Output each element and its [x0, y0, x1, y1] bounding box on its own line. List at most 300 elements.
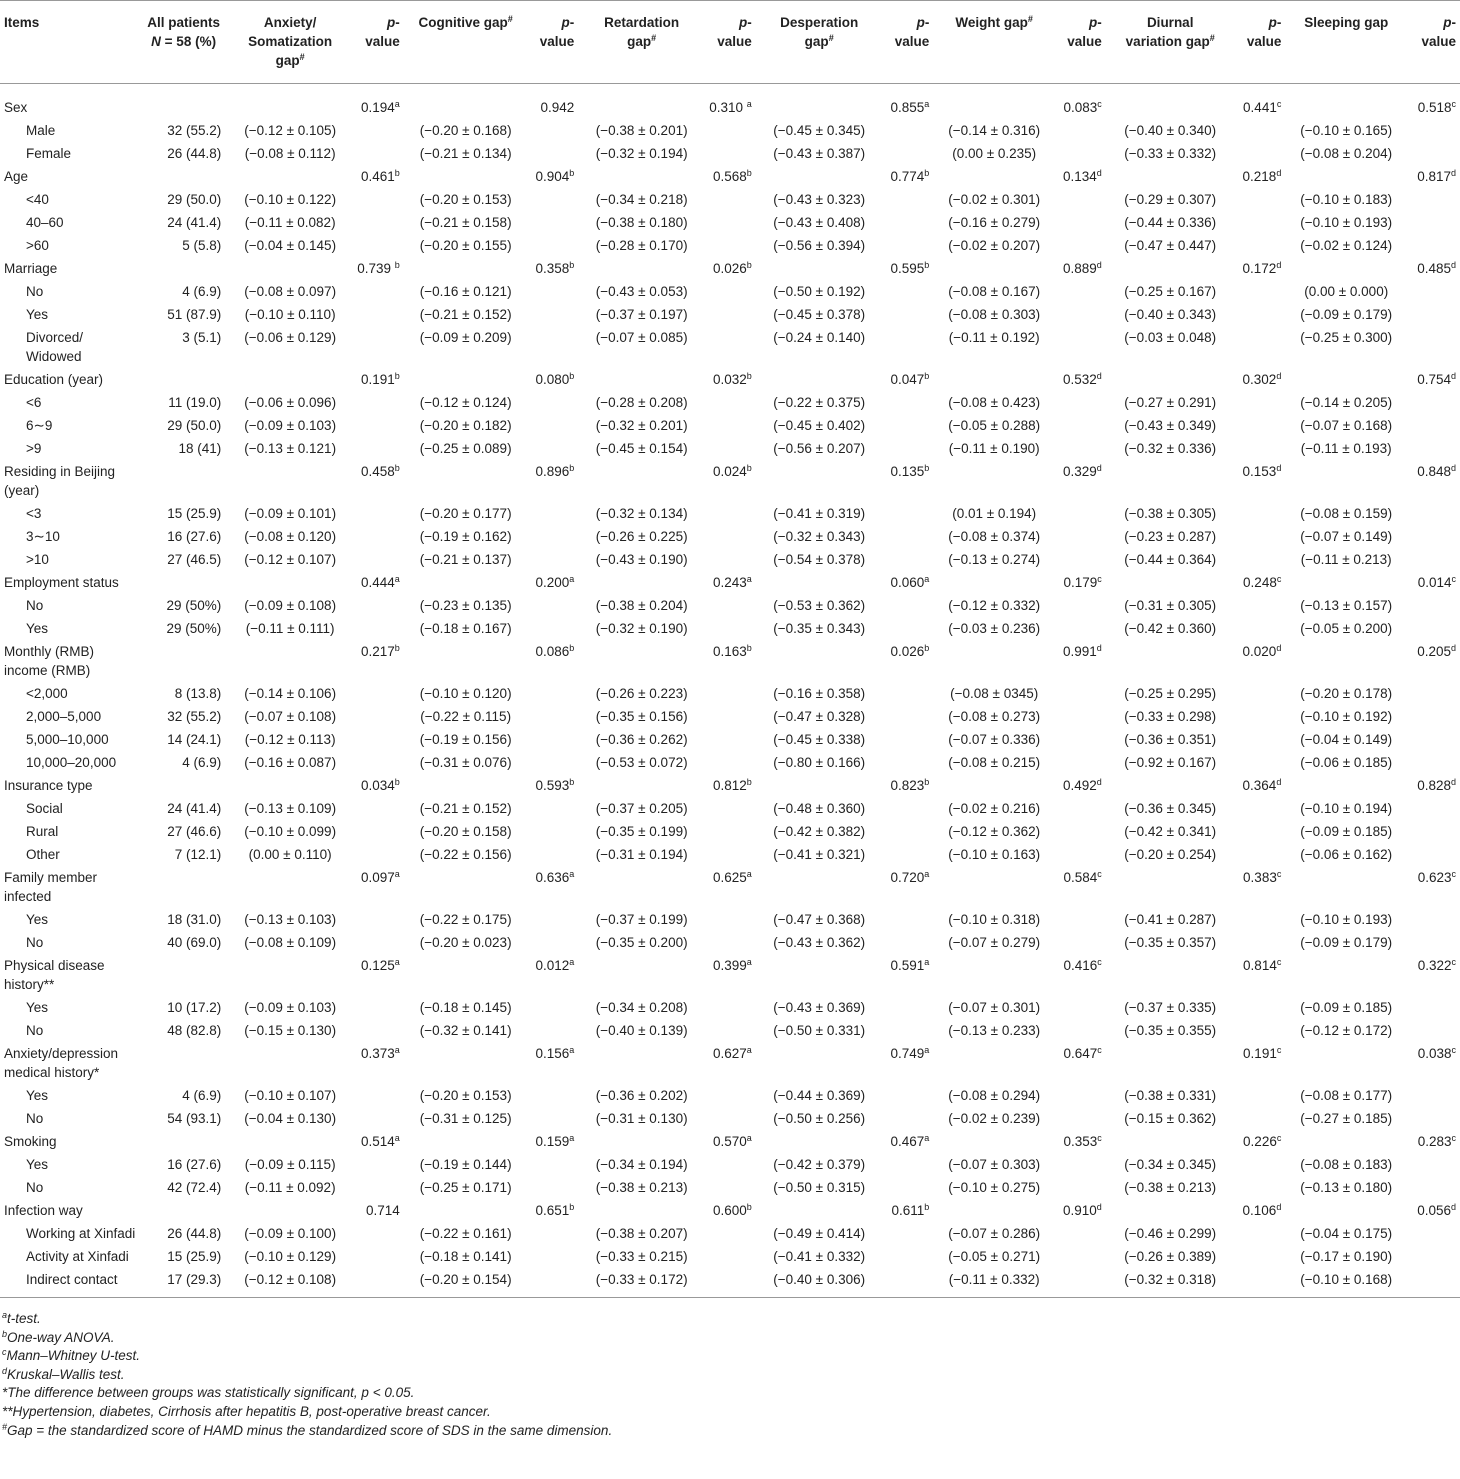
- gap-value-cell: (−0.22 ± 0.175): [419, 912, 512, 927]
- gap-value-cell: (−0.28 ± 0.208): [595, 395, 688, 410]
- gap-value-cell: (−0.09 ± 0.115): [244, 1157, 336, 1172]
- pvalue-test-marker: a: [394, 1045, 400, 1055]
- subgroup-row: [0, 1019, 1460, 1042]
- pvalue-cell: [1055, 548, 1106, 571]
- gap-value-cell: (−0.41 ± 0.287): [1124, 912, 1217, 927]
- pvalue-number: 0.910: [1062, 1203, 1097, 1218]
- pvalue-cell: [705, 908, 756, 931]
- pvalue-cell: [1055, 437, 1106, 460]
- pvalue-test-marker: a: [746, 574, 752, 584]
- pvalue-number: 0.942: [540, 100, 575, 115]
- pvalue-cell: [1055, 460, 1106, 502]
- subgroup-row: [0, 437, 1460, 460]
- pvalue-cell: [528, 368, 579, 391]
- pvalue-cell: [528, 1176, 579, 1199]
- gap-value-cell: (−0.43 ± 0.349): [1124, 418, 1217, 433]
- row-label: Education (year): [4, 372, 104, 387]
- pvalue-cell: [1055, 84, 1106, 120]
- pvalue-cell: [705, 142, 756, 165]
- gap-value-cell: (−0.12 ± 0.113): [244, 732, 336, 747]
- gap-value-cell: (−0.11 ± 0.082): [244, 215, 336, 230]
- pvalue-cell: [528, 326, 579, 368]
- pvalue-cell: [353, 1245, 404, 1268]
- gap-value-cell: (−0.32 ± 0.194): [595, 146, 688, 161]
- col-header-desperation-gap: Desperation gap#: [756, 1, 883, 84]
- col-header-retardation-gap: Retardation gap#: [578, 1, 705, 84]
- pvalue-test-marker: c: [1451, 957, 1456, 967]
- gap-value-cell: (−0.14 ± 0.205): [1300, 395, 1393, 410]
- gap-value-cell: (−0.32 ± 0.336): [1124, 441, 1217, 456]
- pvalue-cell: [1055, 797, 1106, 820]
- pvalue-cell: [1235, 640, 1286, 682]
- all-patients-cell: [140, 1042, 227, 1084]
- pvalue-test-marker: a: [569, 869, 575, 879]
- gap-value-cell: [404, 1042, 528, 1084]
- pvalue-cell: [1235, 1268, 1286, 1298]
- pvalue-cell: [1407, 728, 1460, 751]
- pvalue-number: 0.625: [712, 870, 747, 885]
- gap-value-cell: (−0.56 ± 0.207): [773, 441, 866, 456]
- pvalue-number: 0.026: [890, 644, 925, 659]
- gap-value-cell: (−0.46 ± 0.299): [1124, 1226, 1217, 1241]
- pvalue-cell: [1407, 1199, 1460, 1222]
- pvalue-number: 0.823: [890, 778, 925, 793]
- pvalue-cell: [1235, 843, 1286, 866]
- row-label: 2,000–5,000: [26, 709, 102, 724]
- gap-value-cell: (−0.19 ± 0.156): [419, 732, 512, 747]
- all-patients-cell: [140, 1199, 227, 1222]
- row-label: 6∼9: [26, 418, 53, 433]
- pvalue-cell: [353, 1268, 404, 1298]
- pvalue-test-marker: c: [1276, 957, 1282, 967]
- gap-value-cell: (−0.07 ± 0.301): [948, 1000, 1041, 1015]
- row-label: Monthly (RMB) income (RMB): [4, 644, 95, 678]
- pvalue-cell: [883, 165, 934, 188]
- pvalue-number: 0.636: [535, 870, 570, 885]
- pvalue-cell: [1055, 1153, 1106, 1176]
- pvalue-cell: [1055, 368, 1106, 391]
- row-label: Marriage: [4, 261, 58, 276]
- gap-value-cell: [756, 774, 883, 797]
- all-patients-cell: 16 (27.6): [167, 529, 222, 544]
- gap-value-cell: (−0.06 ± 0.185): [1300, 755, 1393, 770]
- pvalue-cell: [528, 460, 579, 502]
- pvalue-number: 0.194: [360, 100, 395, 115]
- pvalue-cell: [1407, 594, 1460, 617]
- gap-value-cell: (−0.21 ± 0.152): [419, 801, 512, 816]
- row-label: Family member infected: [4, 870, 98, 904]
- all-patients-cell: 17 (29.3): [140, 1268, 227, 1298]
- pvalue-cell: [883, 437, 934, 460]
- pvalue-cell: [528, 142, 579, 165]
- pvalue-test-marker: b: [569, 260, 575, 270]
- pvalue-cell: [1235, 571, 1286, 594]
- pvalue-cell: [705, 84, 756, 120]
- all-patients-cell: 27 (46.6): [167, 824, 222, 839]
- footnote-text: *The difference between groups was statistically significant, p < 0.05.: [2, 1385, 415, 1401]
- pvalue-test-marker: a: [569, 1133, 575, 1143]
- gap-value-cell: [404, 165, 528, 188]
- pvalue-cell: [353, 682, 404, 705]
- pvalue-test-marker: d: [1450, 168, 1456, 178]
- pvalue-cell: [1235, 931, 1286, 954]
- all-patients-cell: [140, 84, 227, 120]
- pvalue-number: 0.828: [1417, 778, 1451, 793]
- gap-value-cell: [404, 257, 528, 280]
- pvalue-cell: [1407, 797, 1460, 820]
- gap-value-cell: (−0.11 ± 0.213): [1300, 552, 1392, 567]
- pvalue-cell: [883, 1199, 934, 1222]
- subgroup-row: [0, 142, 1460, 165]
- pvalue-cell: [883, 866, 934, 908]
- pvalue-cell: [353, 774, 404, 797]
- gap-value-cell: [578, 571, 705, 594]
- gap-value-cell: (−0.26 ± 0.389): [1124, 1249, 1217, 1264]
- gap-value-cell: (−0.09 ± 0.179): [1300, 935, 1393, 950]
- pvalue-number: 0.814: [1243, 958, 1277, 973]
- gap-value-cell: [404, 866, 528, 908]
- gap-value-cell: (−0.38 ± 0.180): [595, 215, 688, 230]
- pvalue-test-marker: c: [1276, 1133, 1282, 1143]
- gap-value-cell: (−0.21 ± 0.152): [419, 307, 512, 322]
- all-patients-cell: 5 (5.8): [182, 238, 222, 253]
- gap-value-cell: (−0.12 ± 0.332): [948, 598, 1041, 613]
- gap-value-cell: (−0.21 ± 0.134): [419, 146, 512, 161]
- gap-value-cell: (−0.10 ± 0.318): [948, 912, 1041, 927]
- subgroup-row: [0, 234, 1460, 257]
- pvalue-cell: [883, 1176, 934, 1199]
- pvalue-test-marker: d: [1276, 463, 1282, 473]
- pvalue-test-marker: a: [394, 574, 400, 584]
- pvalue-cell: [1407, 84, 1460, 120]
- pvalue-cell: [528, 682, 579, 705]
- pvalue-cell: [705, 1107, 756, 1130]
- row-label: 5,000–10,000: [26, 732, 109, 747]
- row-label: No: [26, 1111, 44, 1126]
- pvalue-cell: [883, 142, 934, 165]
- pvalue-number: 0.373: [360, 1046, 395, 1061]
- gap-value-cell: (−0.53 ± 0.072): [595, 755, 688, 770]
- pvalue-number: 0.163: [712, 644, 747, 659]
- row-label: No: [26, 284, 44, 299]
- gap-value-cell: (−0.45 ± 0.378): [773, 307, 866, 322]
- gap-value-cell: (−0.09 ± 0.100): [244, 1226, 337, 1241]
- subgroup-row: [0, 119, 1460, 142]
- pvalue-cell: [705, 682, 756, 705]
- pvalue-cell: [705, 548, 756, 571]
- gap-value-cell: (−0.44 ± 0.364): [1124, 552, 1217, 567]
- pvalue-cell: [528, 211, 579, 234]
- pvalue-number: 0.416: [1063, 958, 1098, 973]
- pvalue-number: 0.611: [891, 1203, 925, 1218]
- pvalue-cell: [353, 188, 404, 211]
- pvalue-cell: [883, 594, 934, 617]
- pvalue-cell: [1235, 1222, 1286, 1245]
- pvalue-cell: [1407, 188, 1460, 211]
- all-patients-cell: 8 (13.8): [174, 686, 222, 701]
- pvalue-cell: [705, 1222, 756, 1245]
- category-row: [0, 571, 1460, 594]
- pvalue-cell: [528, 391, 579, 414]
- gap-value-cell: (−0.12 ± 0.172): [1300, 1023, 1393, 1038]
- pvalue-cell: [883, 257, 934, 280]
- pvalue-test-marker: a: [924, 1133, 930, 1143]
- footnote: [2, 1422, 1460, 1441]
- pvalue-number: 0.106: [1242, 1203, 1277, 1218]
- pvalue-cell: [1055, 1245, 1106, 1268]
- pvalue-cell: [528, 84, 579, 120]
- pvalue-cell: [883, 188, 934, 211]
- gap-value-cell: (−0.06 ± 0.162): [1300, 847, 1393, 862]
- pvalue-cell: [1407, 460, 1460, 502]
- gap-value-cell: [1106, 1042, 1235, 1084]
- gap-value-cell: (−0.13 ± 0.121): [244, 441, 337, 456]
- pvalue-cell: [1407, 165, 1460, 188]
- pvalue-cell: [353, 843, 404, 866]
- gap-value-cell: [1106, 1130, 1235, 1153]
- gap-value-cell: [1106, 165, 1235, 188]
- pvalue-cell: [353, 1107, 404, 1130]
- gap-value-cell: (−0.19 ± 0.144): [419, 1157, 512, 1172]
- pvalue-number: 0.570: [712, 1134, 747, 1149]
- pvalue-cell: [705, 996, 756, 1019]
- pvalue-cell: [1407, 954, 1460, 996]
- pvalue-test-marker: b: [924, 260, 930, 270]
- gap-value-cell: (−0.43 ± 0.387): [773, 146, 866, 161]
- all-patients-cell: [140, 866, 227, 908]
- pvalue-test-marker: b: [924, 643, 930, 653]
- pvalue-number: 0.399: [712, 958, 747, 973]
- subgroup-row: [0, 1107, 1460, 1130]
- pvalue-cell: [883, 548, 934, 571]
- pvalue-number: 0.218: [1242, 169, 1277, 184]
- gap-value-cell: (−0.02 ± 0.216): [948, 801, 1041, 816]
- pvalue-cell: [1235, 188, 1286, 211]
- row-label: No: [26, 1180, 44, 1195]
- pvalue-cell: [353, 797, 404, 820]
- gap-value-cell: (−0.48 ± 0.360): [773, 801, 866, 816]
- gap-value-cell: (−0.13 ± 0.274): [948, 552, 1041, 567]
- all-patients-cell: [140, 774, 227, 797]
- pvalue-cell: [1407, 368, 1460, 391]
- pvalue-test-marker: d: [1096, 168, 1102, 178]
- gap-value-cell: [1285, 257, 1407, 280]
- pvalue-cell: [1055, 640, 1106, 682]
- pvalue-cell: [1235, 502, 1286, 525]
- gap-value-cell: (−0.25 ± 0.089): [419, 441, 512, 456]
- pvalue-cell: [353, 751, 404, 774]
- pvalue-cell: [1407, 866, 1460, 908]
- pvalue-cell: [1407, 437, 1460, 460]
- row-label: <3: [26, 506, 42, 521]
- gap-value-cell: [933, 460, 1055, 502]
- gap-value-cell: [756, 571, 883, 594]
- pvalue-cell: [353, 548, 404, 571]
- footnote: [2, 1310, 1460, 1329]
- gap-value-cell: (−0.41 ± 0.319): [773, 506, 866, 521]
- pvalue-test-marker: b: [924, 463, 930, 473]
- pvalue-cell: [883, 751, 934, 774]
- all-patients-cell: [140, 460, 227, 502]
- pvalue-cell: [353, 1199, 404, 1222]
- pvalue-number: 0.134: [1062, 169, 1097, 184]
- pvalue-number: 0.444: [360, 575, 395, 590]
- all-patients-cell: 26 (44.8): [167, 1226, 222, 1241]
- pvalue-test-marker: b: [569, 777, 575, 787]
- pvalue-number: 0.205: [1417, 644, 1451, 659]
- pvalue-cell: [705, 280, 756, 303]
- pvalue-cell: [705, 617, 756, 640]
- row-label: Male: [26, 123, 56, 138]
- pvalue-cell: [1407, 502, 1460, 525]
- row-label: Sex: [4, 100, 28, 115]
- all-patients-cell: [140, 640, 227, 682]
- pvalue-cell: [1407, 1222, 1460, 1245]
- pvalue-test-marker: b: [746, 168, 752, 178]
- pvalue-cell: [353, 617, 404, 640]
- pvalue-cell: [1407, 617, 1460, 640]
- gap-value-cell: (−0.31 ± 0.125): [419, 1111, 512, 1126]
- pvalue-number: 0.179: [1063, 575, 1098, 590]
- pvalue-cell: [705, 437, 756, 460]
- col-header-diurnal-gap: Diurnal variation gap#: [1106, 1, 1235, 84]
- pvalue-cell: [1407, 280, 1460, 303]
- pvalue-cell: [353, 820, 404, 843]
- gap-value-cell: (−0.54 ± 0.378): [773, 552, 866, 567]
- gap-value-cell: [578, 1042, 705, 1084]
- gap-value-cell: (−0.08 ± 0.215): [948, 755, 1041, 770]
- pvalue-cell: [528, 751, 579, 774]
- gap-value-cell: [933, 866, 1055, 908]
- pvalue-cell: [1407, 931, 1460, 954]
- gap-value-cell: (−0.33 ± 0.215): [595, 1249, 688, 1264]
- row-label: Insurance type: [4, 778, 93, 793]
- gap-value-cell: (−0.41 ± 0.321): [773, 847, 866, 862]
- pvalue-cell: [528, 571, 579, 594]
- pvalue-test-marker: a: [746, 1045, 752, 1055]
- gap-value-cell: (−0.56 ± 0.394): [773, 238, 866, 253]
- pvalue-cell: [705, 211, 756, 234]
- gap-value-cell: (−0.08 ± 0.109): [244, 935, 337, 950]
- gap-value-cell: [933, 571, 1055, 594]
- pvalue-cell: [528, 1153, 579, 1176]
- all-patients-cell: 18 (31.0): [167, 912, 222, 927]
- pvalue-cell: [1407, 234, 1460, 257]
- gap-value-cell: [1106, 368, 1235, 391]
- pvalue-cell: [1055, 774, 1106, 797]
- pvalue-cell: [353, 728, 404, 751]
- pvalue-cell: [1407, 414, 1460, 437]
- pvalue-cell: [1055, 1199, 1106, 1222]
- pvalue-cell: [705, 820, 756, 843]
- gap-value-cell: [933, 1199, 1055, 1222]
- pvalue-number: 0.024: [712, 464, 747, 479]
- gap-value-cell: (−0.32 ± 0.134): [595, 506, 688, 521]
- pvalue-number: 0.889: [1062, 261, 1097, 276]
- pvalue-cell: [1407, 820, 1460, 843]
- pvalue-cell: [1407, 843, 1460, 866]
- col-header-pvalue: p-value: [1407, 1, 1460, 84]
- all-patients-cell: 29 (50%): [166, 621, 222, 636]
- gap-value-cell: (−0.41 ± 0.332): [773, 1249, 866, 1264]
- pvalue-cell: [1235, 1084, 1286, 1107]
- pvalue-cell: [883, 1019, 934, 1042]
- pvalue-test-marker: c: [1451, 869, 1456, 879]
- pvalue-number: 0.739: [357, 261, 395, 276]
- gap-value-cell: (−0.45 ± 0.345): [773, 123, 866, 138]
- row-label: <40: [26, 192, 49, 207]
- header-row: [0, 1, 1460, 84]
- pvalue-test-marker: a: [746, 869, 752, 879]
- pvalue-cell: [1235, 797, 1286, 820]
- pvalue-test-marker: c: [1097, 574, 1102, 584]
- gap-value-cell: (−0.07 ± 0.279): [948, 935, 1041, 950]
- all-patients-cell: 40 (69.0): [167, 935, 222, 950]
- gap-value-cell: (−0.34 ± 0.194): [595, 1157, 688, 1172]
- pvalue-cell: [1407, 571, 1460, 594]
- pvalue-test-marker: d: [1096, 1202, 1102, 1212]
- gap-value-cell: [933, 84, 1055, 120]
- subgroup-row: [0, 751, 1460, 774]
- pvalue-cell: [705, 502, 756, 525]
- gap-value-cell: (−0.37 ± 0.197): [595, 307, 688, 322]
- gap-value-cell: [1285, 640, 1407, 682]
- footnote-marker: #: [2, 1421, 8, 1432]
- subgroup-row: [0, 414, 1460, 437]
- pvalue-cell: [1055, 303, 1106, 326]
- row-label: >60: [26, 238, 49, 253]
- pvalue-cell: [1235, 996, 1286, 1019]
- gap-value-cell: (−0.08 ± 0.112): [244, 146, 336, 161]
- pvalue-test-marker: c: [1097, 957, 1102, 967]
- gap-value-cell: [578, 640, 705, 682]
- pvalue-cell: [1055, 571, 1106, 594]
- footnote: [2, 1329, 1460, 1348]
- all-patients-cell: 16 (27.6): [167, 1157, 222, 1172]
- gap-value-cell: (−0.36 ± 0.351): [1124, 732, 1217, 747]
- pvalue-cell: [1235, 525, 1286, 548]
- pvalue-cell: [1235, 1176, 1286, 1199]
- gap-value-cell: [1285, 1042, 1407, 1084]
- pvalue-test-marker: c: [1276, 1045, 1282, 1055]
- col-header-cognitive-gap: Cognitive gap#: [404, 1, 528, 84]
- pvalue-cell: [1055, 617, 1106, 640]
- pvalue-cell: [528, 119, 579, 142]
- pvalue-cell: [1235, 234, 1286, 257]
- pvalue-number: 0.014: [1417, 575, 1452, 590]
- pvalue-cell: [1055, 751, 1106, 774]
- gap-value-cell: (−0.02 ± 0.301): [948, 192, 1041, 207]
- col-header-anxiety-gap: Anxiety/ Somatization gap#: [227, 1, 353, 84]
- pvalue-cell: [705, 1019, 756, 1042]
- footnote-marker: d: [2, 1365, 8, 1376]
- pvalue-cell: [1407, 119, 1460, 142]
- pvalue-cell: [1055, 119, 1106, 142]
- pvalue-cell: [1235, 165, 1286, 188]
- pvalue-number: 0.302: [1242, 372, 1277, 387]
- gap-value-cell: (−0.35 ± 0.199): [595, 824, 688, 839]
- col-header-pvalue: p-value: [528, 1, 579, 84]
- pvalue-cell: [1055, 326, 1106, 368]
- subgroup-row: [0, 548, 1460, 571]
- gap-value-cell: (−0.32 ± 0.343): [773, 529, 866, 544]
- pvalue-cell: [528, 866, 579, 908]
- pvalue-test-marker: b: [569, 643, 575, 653]
- category-row: [0, 368, 1460, 391]
- pvalue-number: 0.485: [1417, 261, 1451, 276]
- gap-value-cell: (−0.40 ± 0.306): [756, 1268, 883, 1298]
- gap-value-cell: [756, 84, 883, 120]
